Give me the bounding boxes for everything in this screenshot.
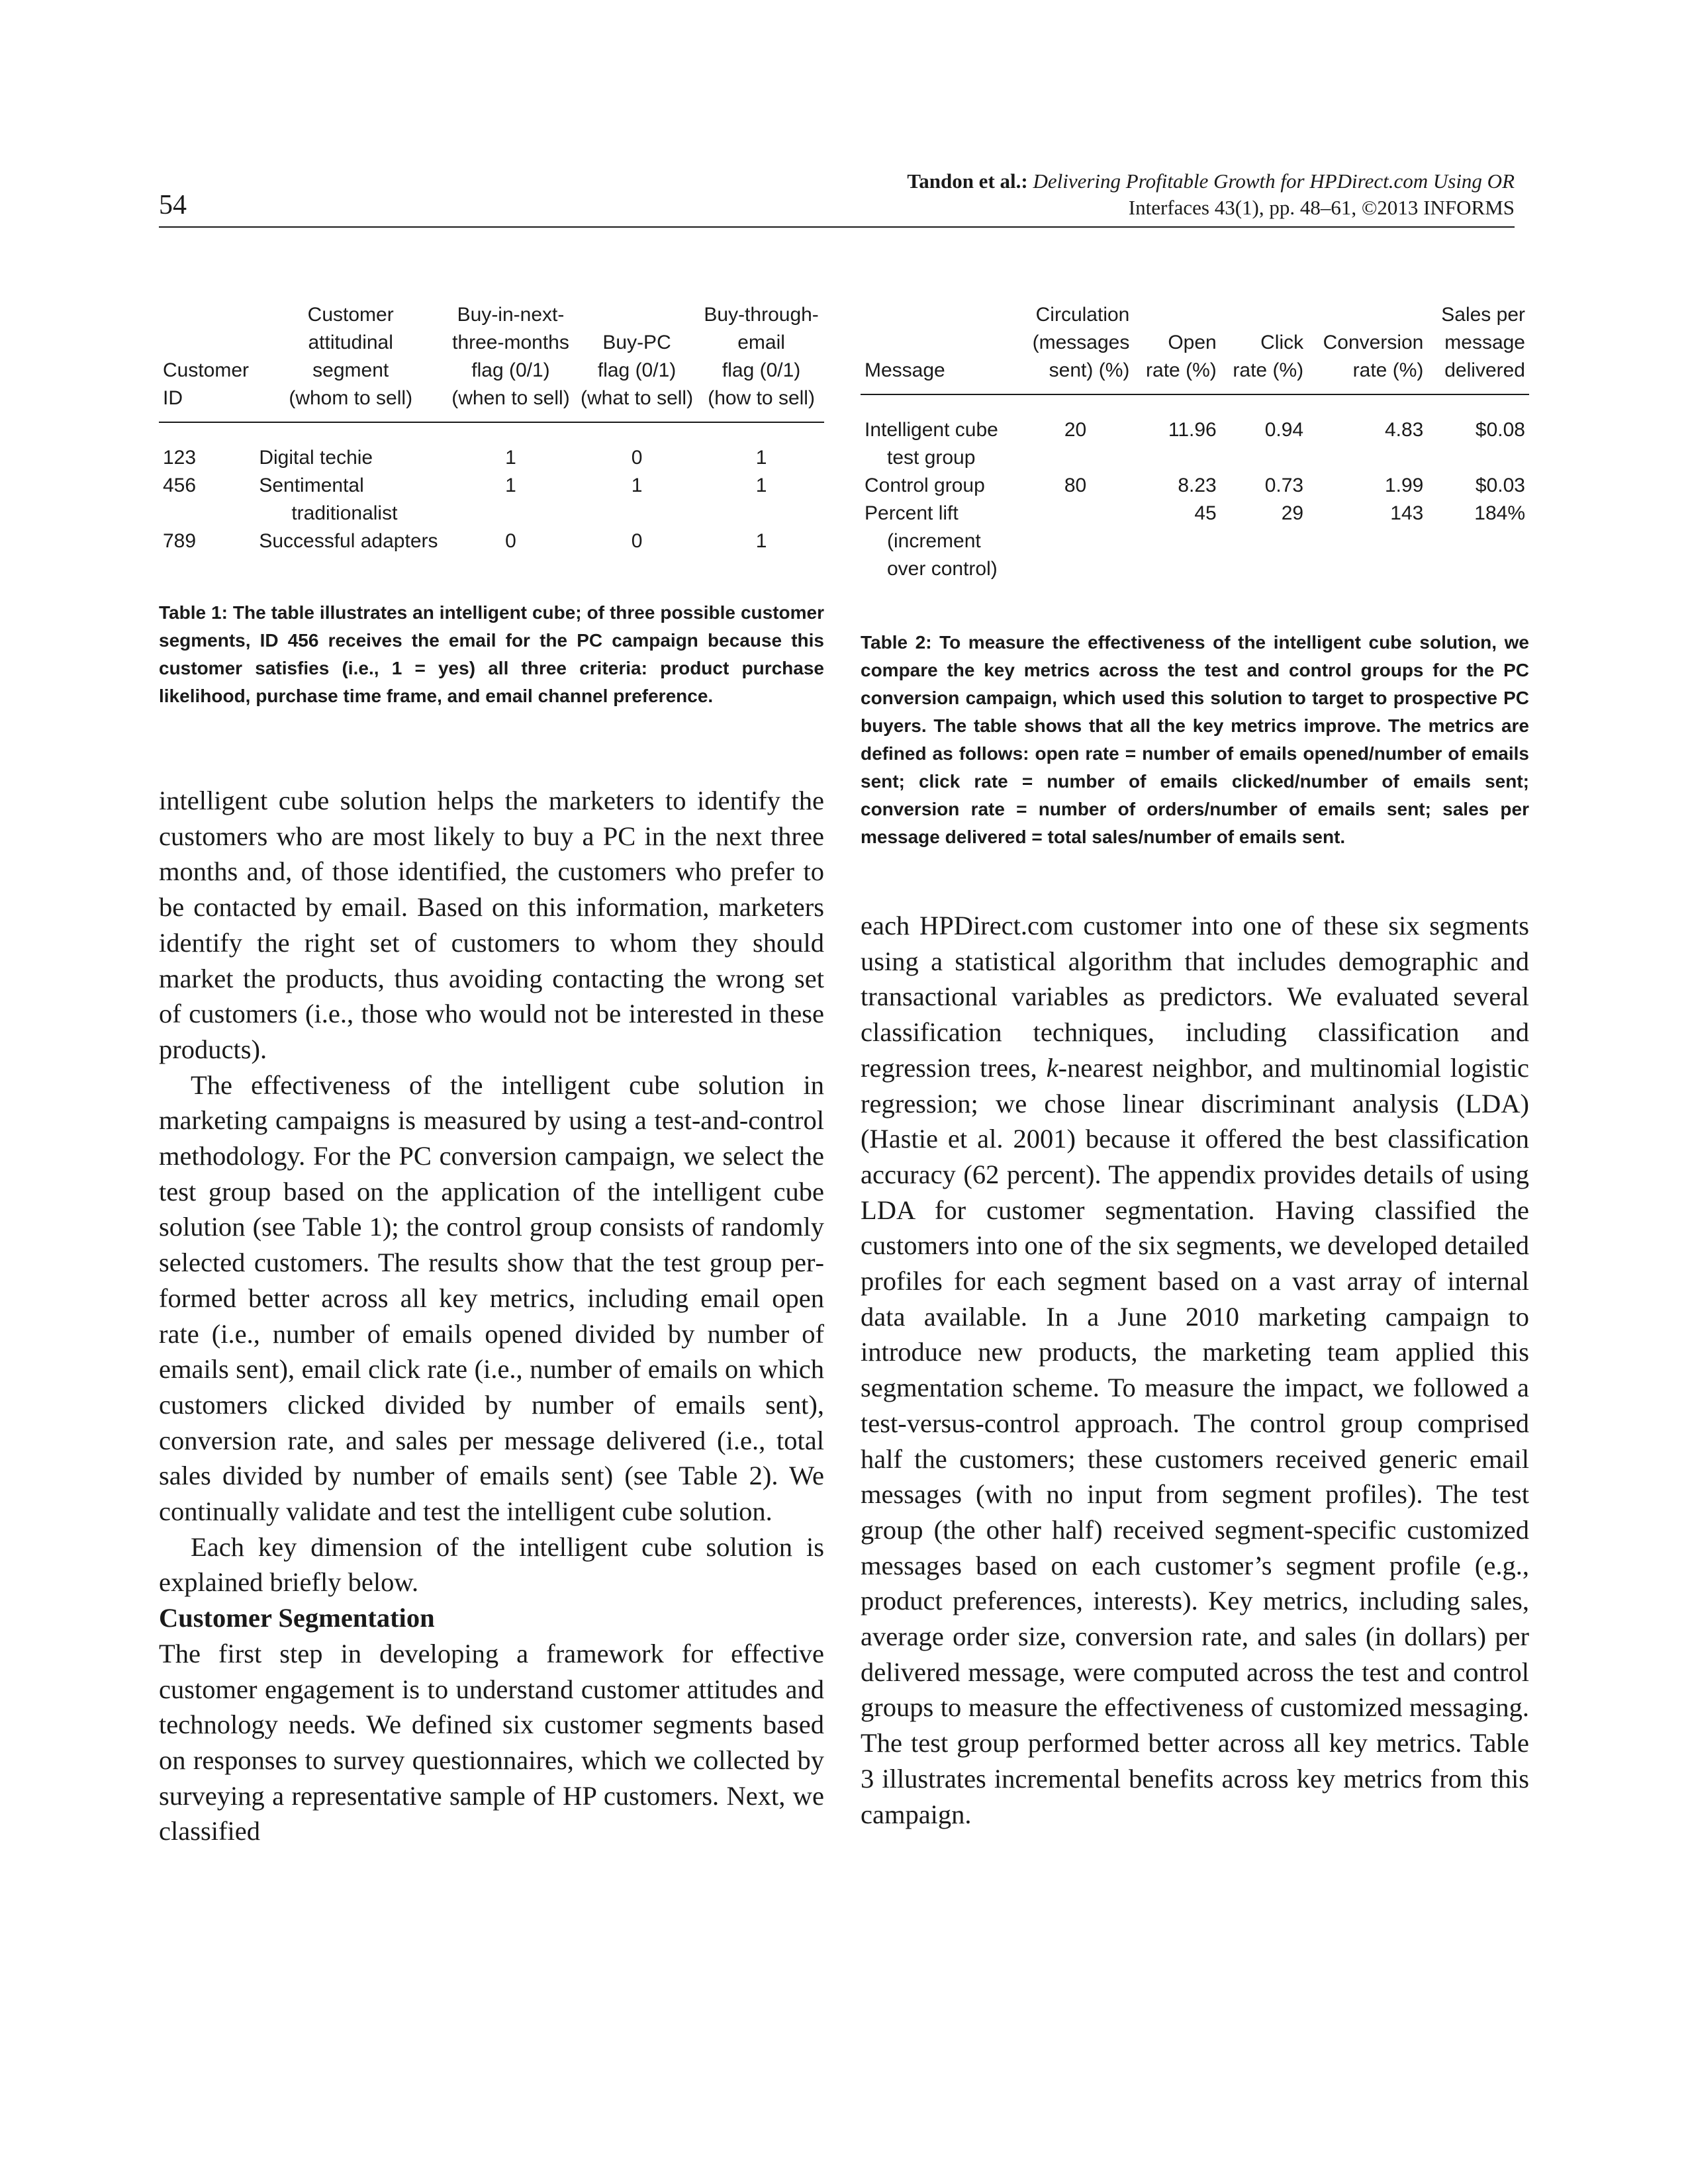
table2-cell-message: Percent lift bbox=[865, 502, 959, 524]
table-row bbox=[159, 527, 824, 555]
table1-cell-how: 1 bbox=[755, 530, 767, 552]
table2-cell-message-cont: over control) bbox=[887, 558, 998, 580]
table1-header-when: Buy-in-next- three-months flag (0/1) (when to sell) bbox=[451, 304, 570, 409]
table1-caption: Table 1: The table illustrates an intelligent cube; of three possible customer segments, ID 456 receives the email for the PC campaign because this customer satisfies (i.e., 1 = yes) all three criteria: product purchase likelihood, purchase time frame, and email channel preference. bbox=[159, 602, 824, 706]
table1-header-what: Buy-PC flag (0/1) (what to sell) bbox=[581, 332, 694, 409]
table2-cell-conversion: 143 bbox=[1390, 502, 1424, 524]
paragraph: intelligent cube solution helps the marketers to identify the customers who are most likely to buy a PC in the next three months and, of those identified, the customers who prefer to be contacted by email. Based on this information, marketers identify the right set of customers to whom they should market the products, thus avoiding contacting the wrong set of customers (i.e., those who would not be interested in these products). bbox=[159, 786, 824, 1064]
table-row-continuation bbox=[861, 444, 1529, 472]
table-row bbox=[159, 472, 824, 500]
table2-cell-click: 0.94 bbox=[1264, 419, 1304, 441]
table1-cell-id: 789 bbox=[163, 530, 197, 552]
table-row-continuation bbox=[159, 500, 824, 527]
table1-cell-segment: Successful adapters bbox=[259, 530, 438, 552]
paragraph: The first step in developing a framework for effective customer engagement is to understand customer attitudes and technology needs. We defined six customer segments based on responses to survey questionnaires, which we collected by surveying a representative sample of HP customers. Next, we classified bbox=[159, 1638, 824, 1846]
table1-cell-id: 456 bbox=[163, 475, 197, 496]
table1-cell-when: 0 bbox=[505, 530, 516, 552]
table2-cell-open: 11.96 bbox=[1168, 419, 1217, 441]
table-row bbox=[159, 444, 824, 472]
table1-cell-what: 1 bbox=[631, 475, 643, 496]
paragraph-text: -nearest neighbor, and multinomial logistic regression; we chose linear discriminant analysis (LDA) (Hastie et al. 2001) because it offered the best classification accuracy (62 percent). The appendix provides details of using LDA for customer segmentation. Having classified the customers into one of the six segments, we developed detailed profiles for each segment based on a vast array of internal data available. In a June 2010 marketing campaign to introduce new products, the marketing team applied this segmentation scheme. To measure the impact, we followed a test-versus-control approach. The control group comprised half the customers; these customers received generic email messages (with no input from segment profiles). The test group (the other half) received segment-specific customized messages based on each customer’s segment profile (e.g., product preferences, interests). Key metrics, including sales, average order size, conversion rate, and sales (in dollars) per delivered message, were computed across the test and control groups to measure the effectiveness of customized messaging. The test group performed better across all key metrics. Table 3 illustrates incremental benefits across key metrics from this campaign. bbox=[861, 1052, 1529, 1829]
table2-cell-circulation: 20 bbox=[1064, 419, 1087, 441]
table2-cell-open: 8.23 bbox=[1178, 475, 1217, 496]
table-row-continuation bbox=[861, 555, 1529, 583]
table2-header-sales: Sales per message delivered bbox=[1441, 304, 1525, 381]
table2-cell-sales: 184% bbox=[1474, 502, 1525, 524]
table2-header-circulation: Circulation (messages sent) (%) bbox=[1032, 304, 1130, 381]
table2-cell-click: 0.73 bbox=[1264, 475, 1304, 496]
header-rule bbox=[159, 226, 1515, 228]
table1-cell-what: 0 bbox=[631, 447, 643, 469]
table2-cell-message-cont: test group bbox=[887, 447, 976, 469]
section-heading: Customer Segmentation bbox=[159, 1603, 435, 1633]
table2-cell-sales: $0.08 bbox=[1475, 419, 1525, 441]
table2-header-message: Message bbox=[865, 359, 945, 381]
table1-cell-id: 123 bbox=[163, 447, 197, 469]
table2-header-open-rate: Open rate (%) bbox=[1146, 332, 1217, 381]
table2-caption: Table 2: To measure the effectiveness of the intelligent cube solution, we compare the key metrics across the test and control groups for the PC conversion campaign, which used this solution to target to prospective PC buyers. The table shows that all the key metrics improve. The metrics are defined as follows: open rate = number of emails opened/number of emails sent; click rate = number of emails clicked/number of emails sent; conversion rate = number of orders/number of emails sent; sales per message delivered = total sales/number of emails sent. bbox=[861, 632, 1529, 847]
table2-cell-message-cont: (increment bbox=[887, 530, 981, 552]
running-head bbox=[907, 168, 1515, 221]
paragraph-text: each HPDirect.com customer into one of these six segments using a statistical algorithm that includes demographic and transactional variables as predictors. We evaluated several classification techniques, including classification and regression trees, bbox=[861, 911, 1529, 1083]
running-head-article-title: Delivering Profitable Growth for HPDirect.com Using OR bbox=[1033, 169, 1515, 193]
table-row bbox=[861, 416, 1529, 444]
table2-cell-conversion: 4.83 bbox=[1384, 419, 1424, 441]
italic-variable: k bbox=[1046, 1052, 1058, 1083]
table2-cell-click: 29 bbox=[1281, 502, 1304, 524]
table2-cell-circulation: 80 bbox=[1064, 475, 1087, 496]
running-head-title-line bbox=[907, 168, 1515, 195]
table1-cell-segment-cont: traditionalist bbox=[291, 502, 398, 524]
paragraph: Each key dimension of the intelligent cube solution is explained briefly below. bbox=[159, 1531, 824, 1598]
table1-cell-when: 1 bbox=[505, 475, 516, 496]
body-column-left bbox=[159, 783, 824, 1849]
table2-cell-conversion: 1.99 bbox=[1384, 475, 1424, 496]
table1-cell-what: 0 bbox=[631, 530, 643, 552]
body-column-right bbox=[861, 908, 1529, 1832]
page-number: 54 bbox=[159, 190, 187, 220]
running-head-citation: Interfaces 43(1), pp. 48–61, ©2013 INFORMS bbox=[1128, 196, 1515, 219]
table1-cell-how: 1 bbox=[755, 475, 767, 496]
table2-header-click-rate: Click rate (%) bbox=[1233, 332, 1304, 381]
table1-header-how: Buy-through- email flag (0/1) (how to sell) bbox=[704, 304, 819, 409]
table2-header-conversion-rate: Conversion rate (%) bbox=[1323, 332, 1424, 381]
table2-cell-circulation bbox=[1017, 500, 1134, 527]
table-row bbox=[861, 500, 1529, 527]
table-row bbox=[861, 472, 1529, 500]
table1-header-segment: Customer attitudinal segment (whom to sell) bbox=[289, 304, 413, 409]
table2-cell-open: 45 bbox=[1194, 502, 1217, 524]
running-head-authors: Tandon et al.: bbox=[907, 169, 1028, 193]
paragraph: The effectiveness of the intelligent cube solution in marketing campaigns is measured by using a test-and-control methodology. For the PC conversion campaign, we select the test group based on the application of the intelligent cube solution (see Table 1); the control group consists of randomly selected customers. The results show that the test group performed better across all key metrics, including email open rate (i.e., number of emails opened divided by number of emails sent), email click rate (i.e., number of emails on which customers clicked divided by number of emails sent), conversion rate, and sales per message delivered (i.e., total sales divided by number of emails sent) (see Table 2). We continually validate and test the intelligent cube solution. bbox=[159, 1069, 824, 1527]
table2-cell-message: Control group bbox=[865, 475, 985, 496]
paragraph bbox=[861, 908, 1529, 1832]
table1-cell-when: 1 bbox=[505, 447, 516, 469]
table1-header-customer-id: Customer ID bbox=[163, 359, 250, 409]
table1-cell-segment: Digital techie bbox=[259, 447, 373, 469]
table-1 bbox=[159, 301, 824, 555]
table1-cell-segment: Sentimental bbox=[259, 475, 364, 496]
table-2 bbox=[861, 301, 1529, 583]
table1-cell-how: 1 bbox=[755, 447, 767, 469]
table2-cell-message: Intelligent cube bbox=[865, 419, 998, 441]
table2-cell-sales: $0.03 bbox=[1475, 475, 1525, 496]
table-row-continuation bbox=[861, 527, 1529, 555]
